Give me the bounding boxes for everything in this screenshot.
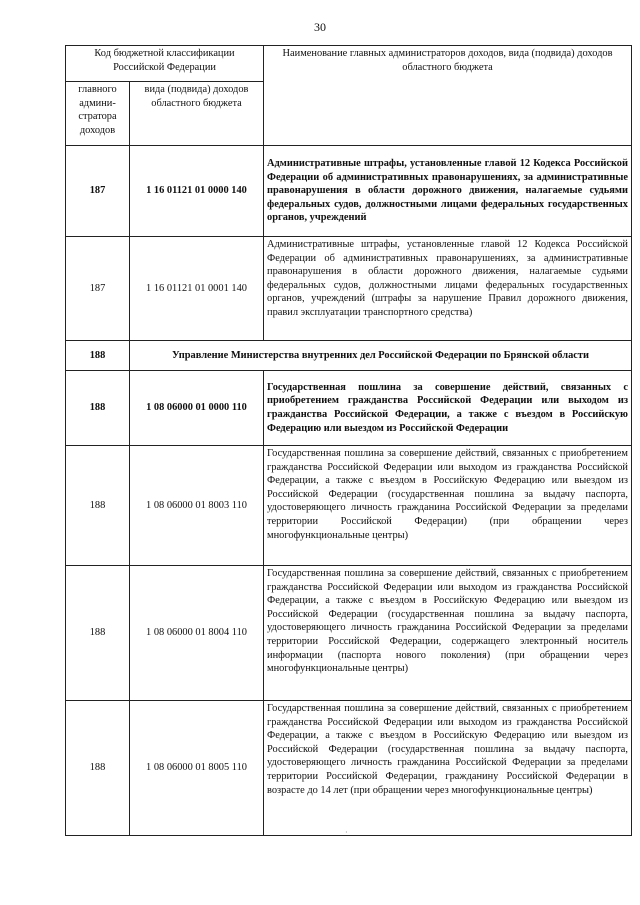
table-row [66, 371, 632, 446]
income-name-cell: Административные штрафы, установленные главой 12 Кодекса Российской Федерации об административных правонарушениях, за административные правонарушения в области дорожного движения, налагаемые судьями федеральных судов, должностными лицами федеральных государственных органов, учреждений [264, 146, 632, 237]
table-row [66, 701, 632, 836]
admin-code-cell: 188 [66, 566, 130, 701]
table-row [66, 146, 632, 237]
income-name-cell: Государственная пошлина за совершение действий, связанных с приобретением гражданства Российской Федерации или выходом из гражданства Российской Федерации, а также с въездом в Российскую Федерацию или выездом из Российской Федерации (государственная пошлина за выдачу паспорта, удостоверяющего личность гражданина Российской Федерации за пределами территории Российской Федерации, гражданину Российской Федерации в возрасте до 14 лет (при обращении через многофункциональные центры) [264, 701, 632, 836]
classification-code-cell: 1 08 06000 01 0000 110 [130, 371, 264, 446]
income-name-cell: Государственная пошлина за совершение действий, связанных с приобретением гражданства Российской Федерации или выходом из гражданства Российской Федерации, а также с въездом в Российскую Федерацию или выездом из Российской Федерации (государственная пошлина за выдачу паспорта, удостоверяющего личность гражданина Российской Федерации за пределами территории Российской Федерации) (при обращении через многофункциональные центры) [264, 446, 632, 566]
table-row [66, 237, 632, 341]
income-name-cell: Административные штрафы, установленные главой 12 Кодекса Российской Федерации об административных правонарушениях, за административные правонарушения в области дорожного движения, налагаемые судьями федеральных судов, должностными лицами федеральных государственных органов, учреждений (штрафы за нарушение Правил дорожного движения, правил эксплуатации транспортного средства) [264, 237, 632, 341]
table-row [66, 566, 632, 701]
classification-code-cell: 1 08 06000 01 8005 110 [130, 701, 264, 836]
admin-code-cell: 188 [66, 371, 130, 446]
classification-code-cell: 1 08 06000 01 8004 110 [130, 566, 264, 701]
table-header-row [66, 46, 632, 82]
admin-code-cell: 188 [66, 701, 130, 836]
income-name-cell: Государственная пошлина за совершение действий, связанных с приобретением гражданства Российской Федерации или выходом из гражданства Российской Федерации, а также с въездом в Российскую Федерацию или выездом из Российской Федерации [264, 371, 632, 446]
page-number: 30 [314, 20, 326, 34]
agency-name-cell: Управление Министерства внутренних дел Российской Федерации по Брянской области [130, 341, 632, 371]
admin-code-cell: 187 [66, 146, 130, 237]
budget-classification-table [65, 45, 632, 836]
admin-code-cell: 187 [66, 237, 130, 341]
admin-code-cell: 188 [66, 341, 130, 371]
header-income-type-column: вида (подвида) доходов областного бюджета [130, 82, 264, 146]
income-name-cell: Государственная пошлина за совершение действий, связанных с приобретением гражданства Российской Федерации или выходом из гражданства Российской Федерации, а также с въездом в Российскую Федерацию или выездом из Российской Федерации (государственная пошлина за выдачу паспорта, удостоверяющего личность гражданина Российской Федерации за пределами территории Российской Федерации, содержащего электронный носитель информации (паспорта нового поколения) (при обращении через многофункциональные центры) [264, 566, 632, 701]
scan-speck: · [345, 828, 348, 837]
admin-code-cell: 188 [66, 446, 130, 566]
header-name-column: Наименование главных администраторов доходов, вида (подвида) доходов областного бюджета [264, 46, 632, 146]
classification-code-cell: 1 16 01121 01 0001 140 [130, 237, 264, 341]
classification-code-cell: 1 08 06000 01 8003 110 [130, 446, 264, 566]
classification-code-cell: 1 16 01121 01 0000 140 [130, 146, 264, 237]
header-code-group: Код бюджетной классификации Российской Федерации [66, 46, 264, 82]
agency-row [66, 341, 632, 371]
header-admin-column: главного админи-стратора доходов [66, 82, 130, 146]
table-row [66, 446, 632, 566]
